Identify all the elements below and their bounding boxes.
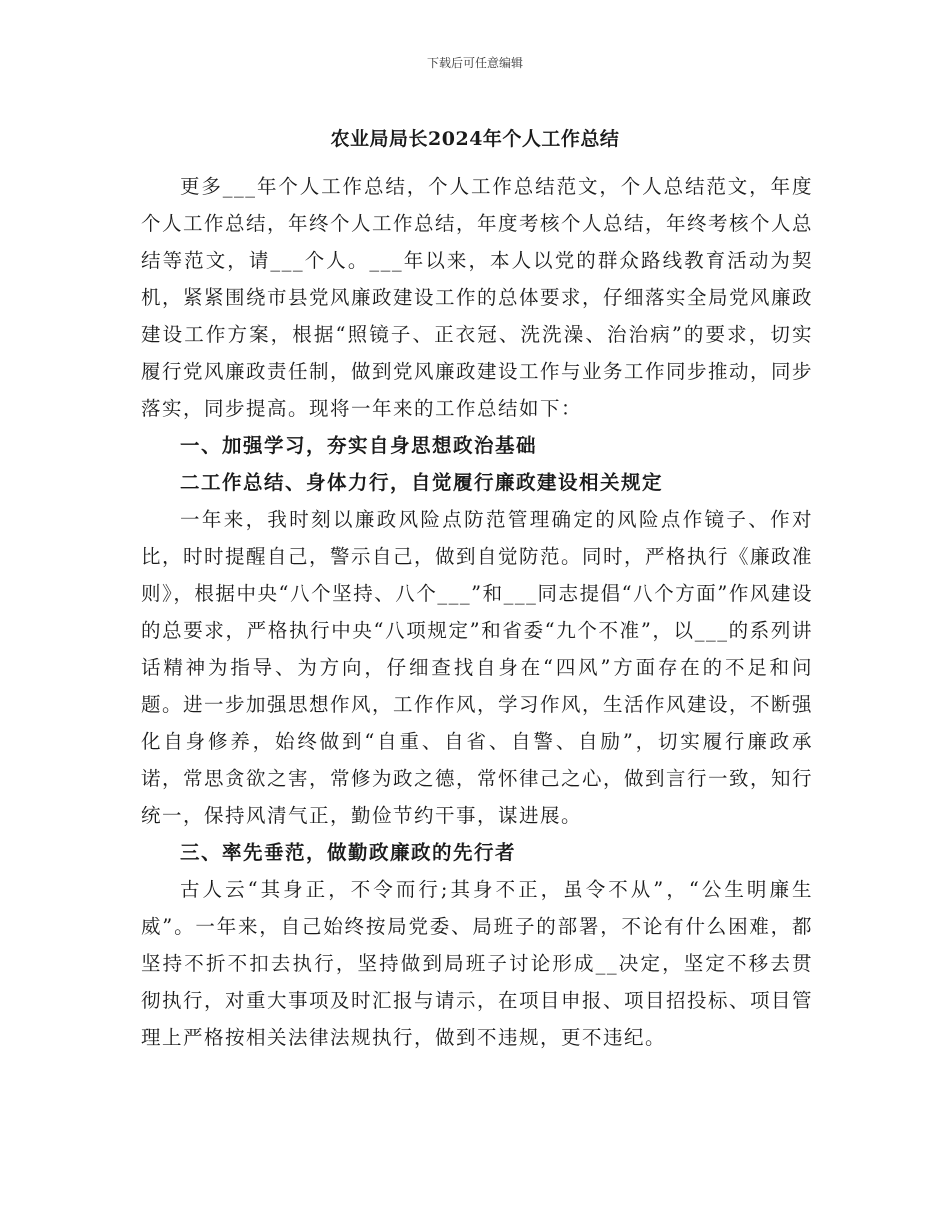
- document-title: 农业局局长2024年个人工作总结: [330, 128, 620, 150]
- page-header-note: 下载后可任意编辑: [426, 56, 523, 70]
- section-2-paragraph: 一年来，我时刻以廉政风险点防范管理确定的风险点作镜子、作对比，时时提醒自己，警示自己，做到自觉防范。同时，严格执行《廉政准则》，根据中央“八个坚持、八个___”和___同志提倡“八个方面”作风建设的总要求，严格执行中央“八项规定”和省委“九个不准”，以___的系列讲话精神为指导、为方向，仔细查找自身在“四风”方面存在的不足和问题。进一步加强思想作风，工作作风，学习作风，生活作风建设，不断强化自身修养，始终做到“自重、自省、自警、自励”，切实履行廉政承诺，常思贪欲之害，常修为政之德，常怀律己之心，做到言行一致，知行统一，保持风清气正，勤俭节约干事，谋进展。: [141, 508, 814, 827]
- intro-paragraph: 更多___年个人工作总结，个人工作总结范文，个人总结范文，年度个人工作总结，年终个人工作总结，年度考核个人总结，年终考核个人总结等范文，请___个人。___年以来，本人以党的群众路线教育活动为契机，紧紧围绕市县党风廉政建设工作的总体要求，仔细落实全局党风廉政建设工作方案，根据“照镜子、正衣冠、洗洗澡、治治病”的要求，切实履行党风廉政责任制，做到党风廉政建设工作与业务工作同步推动，同步落实，同步提高。现将一年来的工作总结如下：: [141, 175, 814, 420]
- section-heading-1: 一、加强学习，夯实自身思想政治基础: [180, 434, 538, 457]
- section-3-paragraph: 古人云“其身正，不令而行;其身不正，虽令不从”，“公生明廉生威”。一年来，自己始终按局党委、局班子的部署，不论有什么困难，都坚持不折不扣去执行，坚持做到局班子讨论形成__决定，坚定不移去贯彻执行，对重大事项及时汇报与请示，在项目申报、项目招投标、项目管理上严格按相关法律法规执行，做到不违规，更不违纪。: [141, 878, 814, 1049]
- section-heading-2: 二工作总结、身体力行，自觉履行廉政建设相关规定: [180, 471, 664, 494]
- section-heading-3: 三、率先垂范，做勤政廉政的先行者: [180, 841, 517, 864]
- document-body: [141, 168, 813, 1056]
